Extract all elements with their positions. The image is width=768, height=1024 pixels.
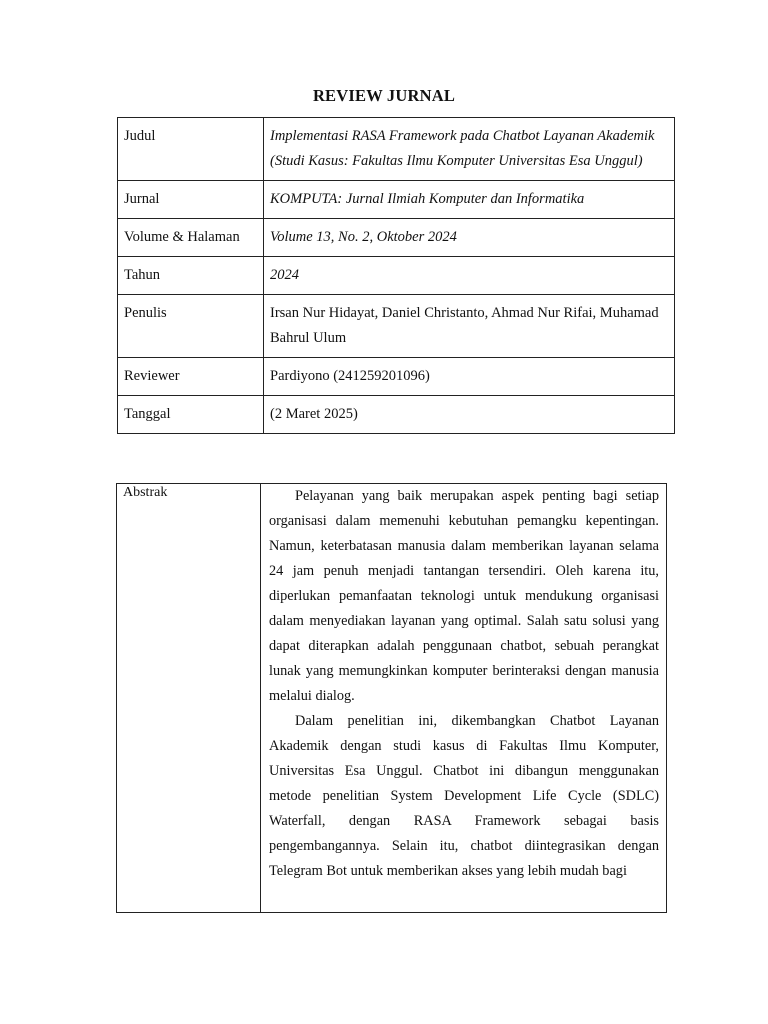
- tahun-value: 2024: [264, 257, 675, 295]
- tanggal-value: (2 Maret 2025): [264, 396, 675, 434]
- table-row: [118, 118, 675, 181]
- table-row: [118, 257, 675, 295]
- page-title: REVIEW JURNAL: [312, 86, 456, 105]
- abstrak-label: Abstrak: [117, 484, 261, 913]
- table-row: [118, 295, 675, 358]
- volume-label: Volume & Halaman: [118, 219, 264, 257]
- abstract-paragraph-1: Pelayanan yang baik merupakan aspek penting bagi setiap organisasi dalam memenuhi kebutuhan pemangku kepentingan. Namun, keterbatasan manusia dalam memberikan layanan selama 24 jam penuh menjadi tantangan tersendiri. Oleh karena itu, diperlukan pemanfaatan teknologi untuk mendukung organisasi dalam menyediakan layanan yang optimal. Salah satu solusi yang dapat diterapkan adalah penggunaan chatbot, sebuah perangkat lunak yang memungkinkan komputer berinteraksi dengan manusia melalui dialog.: [269, 488, 659, 704]
- jurnal-value: KOMPUTA: Jurnal Ilmiah Komputer dan Informatika: [264, 181, 675, 219]
- abstract-table: [116, 483, 667, 913]
- judul-value: Implementasi RASA Framework pada Chatbot Layanan Akademik (Studi Kasus: Fakultas Ilmu Komputer Universitas Esa Unggul): [264, 118, 675, 181]
- abstract-paragraph-2: Dalam penelitian ini, dikembangkan Chatbot Layanan Akademik dengan studi kasus di Fakultas Ilmu Komputer, Universitas Esa Unggul. Chatbot ini dibangun menggunakan metode penelitian System Development Life Cycle (SDLC) Waterfall, dengan RASA Framework sebagai basis pengembangannya. Selain itu, chatbot diintegrasikan dengan Telegram Bot untuk memberikan akses yang lebih mudah bagi: [269, 713, 659, 879]
- table-row: [118, 181, 675, 219]
- tanggal-label: Tanggal: [118, 396, 264, 434]
- jurnal-label: Jurnal: [118, 181, 264, 219]
- volume-value: Volume 13, No. 2, Oktober 2024: [264, 219, 675, 257]
- table-row: [118, 396, 675, 434]
- table-row: [118, 219, 675, 257]
- table-row: [117, 484, 667, 913]
- journal-info-table: [117, 117, 675, 434]
- penulis-value: Irsan Nur Hidayat, Daniel Christanto, Ahmad Nur Rifai, Muhamad Bahrul Ulum: [264, 295, 675, 358]
- reviewer-value: Pardiyono (241259201096): [264, 358, 675, 396]
- tahun-label: Tahun: [118, 257, 264, 295]
- abstract-text: [261, 484, 667, 913]
- judul-label: Judul: [118, 118, 264, 181]
- reviewer-label: Reviewer: [118, 358, 264, 396]
- table-row: [118, 358, 675, 396]
- penulis-label: Penulis: [118, 295, 264, 358]
